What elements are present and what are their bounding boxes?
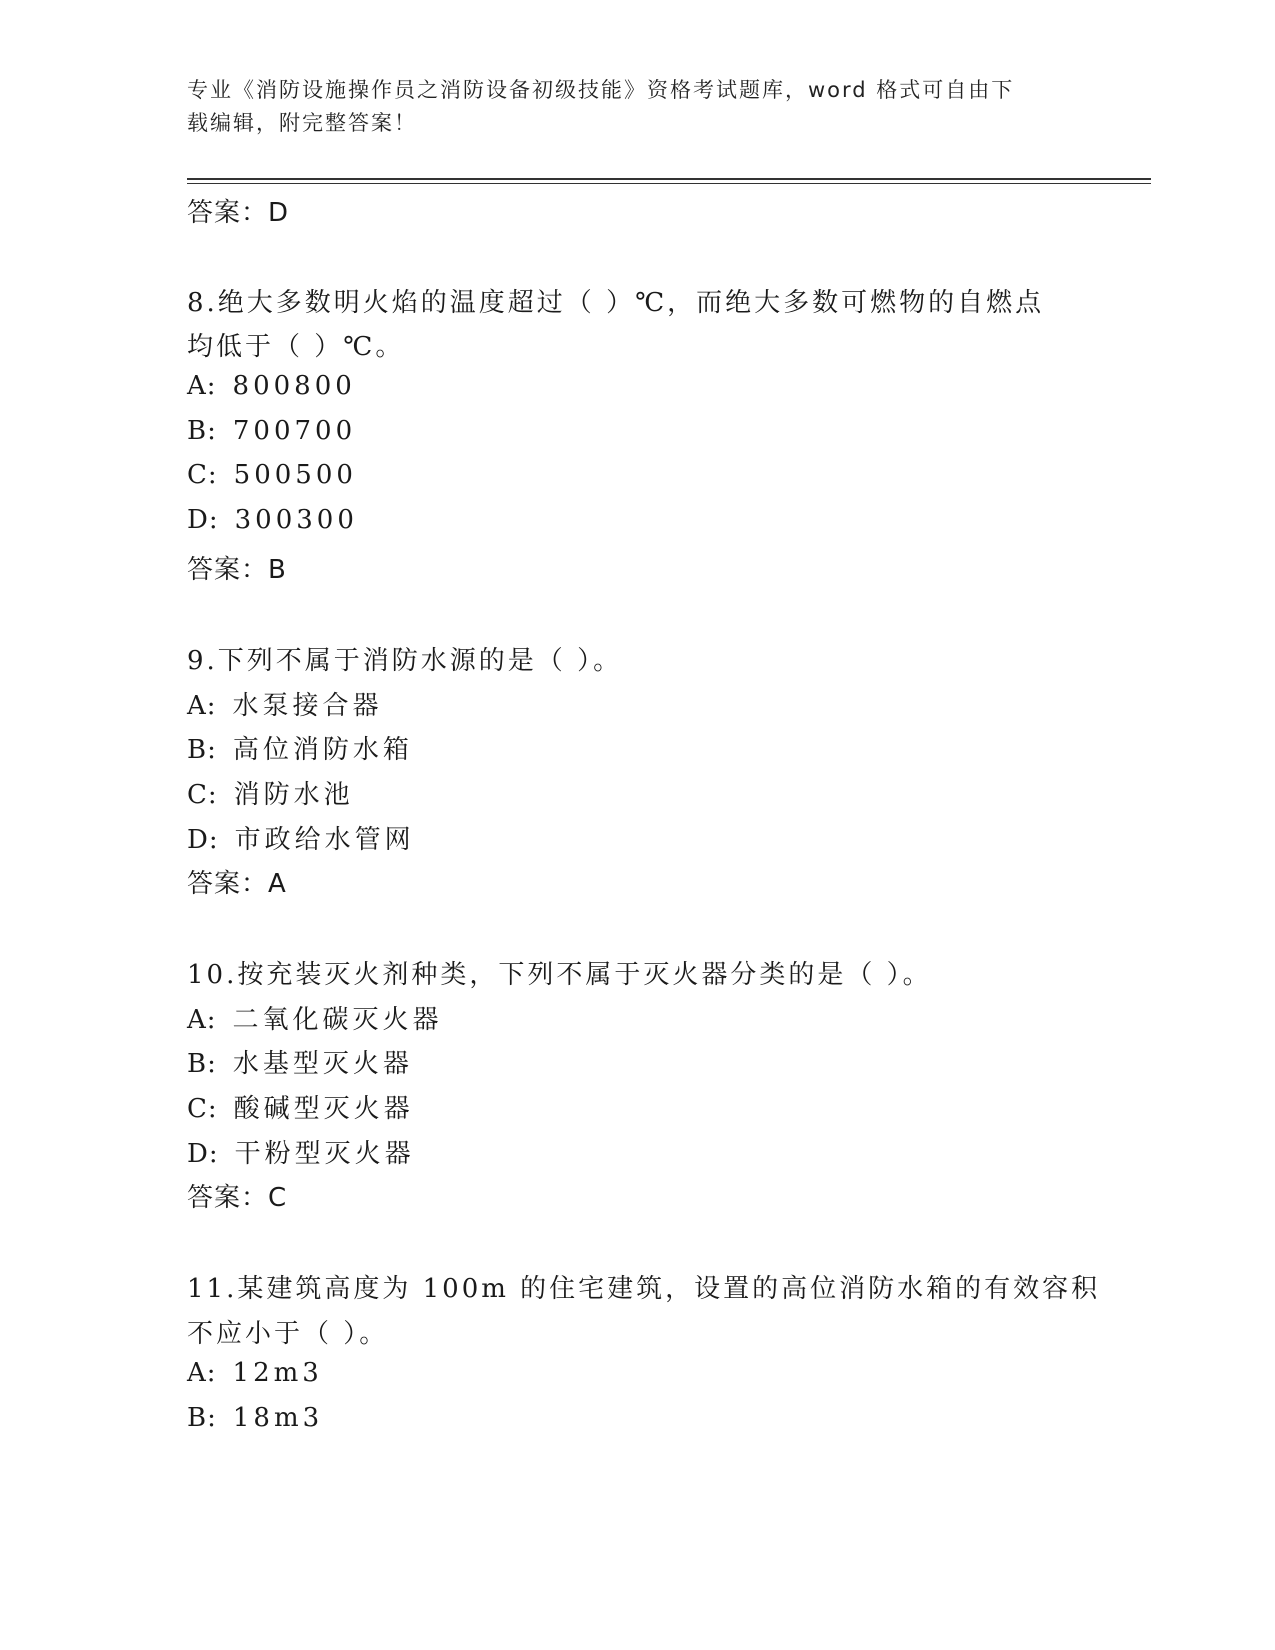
question-9-option-a: A: 水泵接合器	[187, 691, 383, 721]
question-8-option-d: D: 300300	[187, 505, 358, 535]
question-9-option-d: D: 市政给水管网	[187, 825, 415, 855]
question-11-option-a: A: 12m3	[187, 1358, 323, 1388]
question-11-stem-line-1: 11.某建筑高度为 100m 的住宅建筑，设置的高位消防水箱的有效容积	[187, 1274, 1101, 1304]
question-9-option-c: C: 消防水池	[187, 780, 354, 810]
question-8-stem-line-1: 8.绝大多数明火焰的温度超过（ ）℃，而绝大多数可燃物的自燃点	[187, 288, 1045, 318]
question-8-option-b: B: 700700	[187, 416, 357, 446]
question-9-option-b: B: 高位消防水箱	[187, 735, 413, 765]
question-10-option-b: B: 水基型灭火器	[187, 1049, 413, 1079]
question-11-option-b: B: 18m3	[187, 1403, 324, 1433]
header-divider-thin	[187, 183, 1151, 184]
header-line-1: 专业《消防设施操作员之消防设备初级技能》资格考试题库，word 格式可自由下	[187, 78, 1015, 102]
question-11-stem-line-2: 不应小于（ ）。	[187, 1319, 389, 1349]
question-10-option-d: D: 干粉型灭火器	[187, 1139, 415, 1169]
question-10-stem: 10.按充装灭火剂种类，下列不属于灭火器分类的是（ ）。	[187, 960, 932, 990]
question-8-option-a: A: 800800	[187, 371, 356, 401]
previous-answer: 答案：D	[187, 198, 290, 228]
question-10-option-a: A: 二氧化碳灭火器	[187, 1005, 443, 1035]
header-divider-thick	[187, 178, 1151, 180]
question-8-answer: 答案：B	[187, 555, 287, 585]
question-10-answer: 答案：C	[187, 1183, 288, 1213]
question-8-stem-line-2: 均低于（ ）℃。	[187, 332, 405, 362]
document-header	[187, 74, 1067, 140]
header-line-2: 载编辑，附完整答案！	[187, 111, 417, 135]
question-9-stem: 9.下列不属于消防水源的是（ ）。	[187, 646, 623, 676]
question-9-answer: 答案：A	[187, 869, 287, 899]
question-10-option-c: C: 酸碱型灭火器	[187, 1094, 414, 1124]
question-8-option-c: C: 500500	[187, 460, 357, 490]
